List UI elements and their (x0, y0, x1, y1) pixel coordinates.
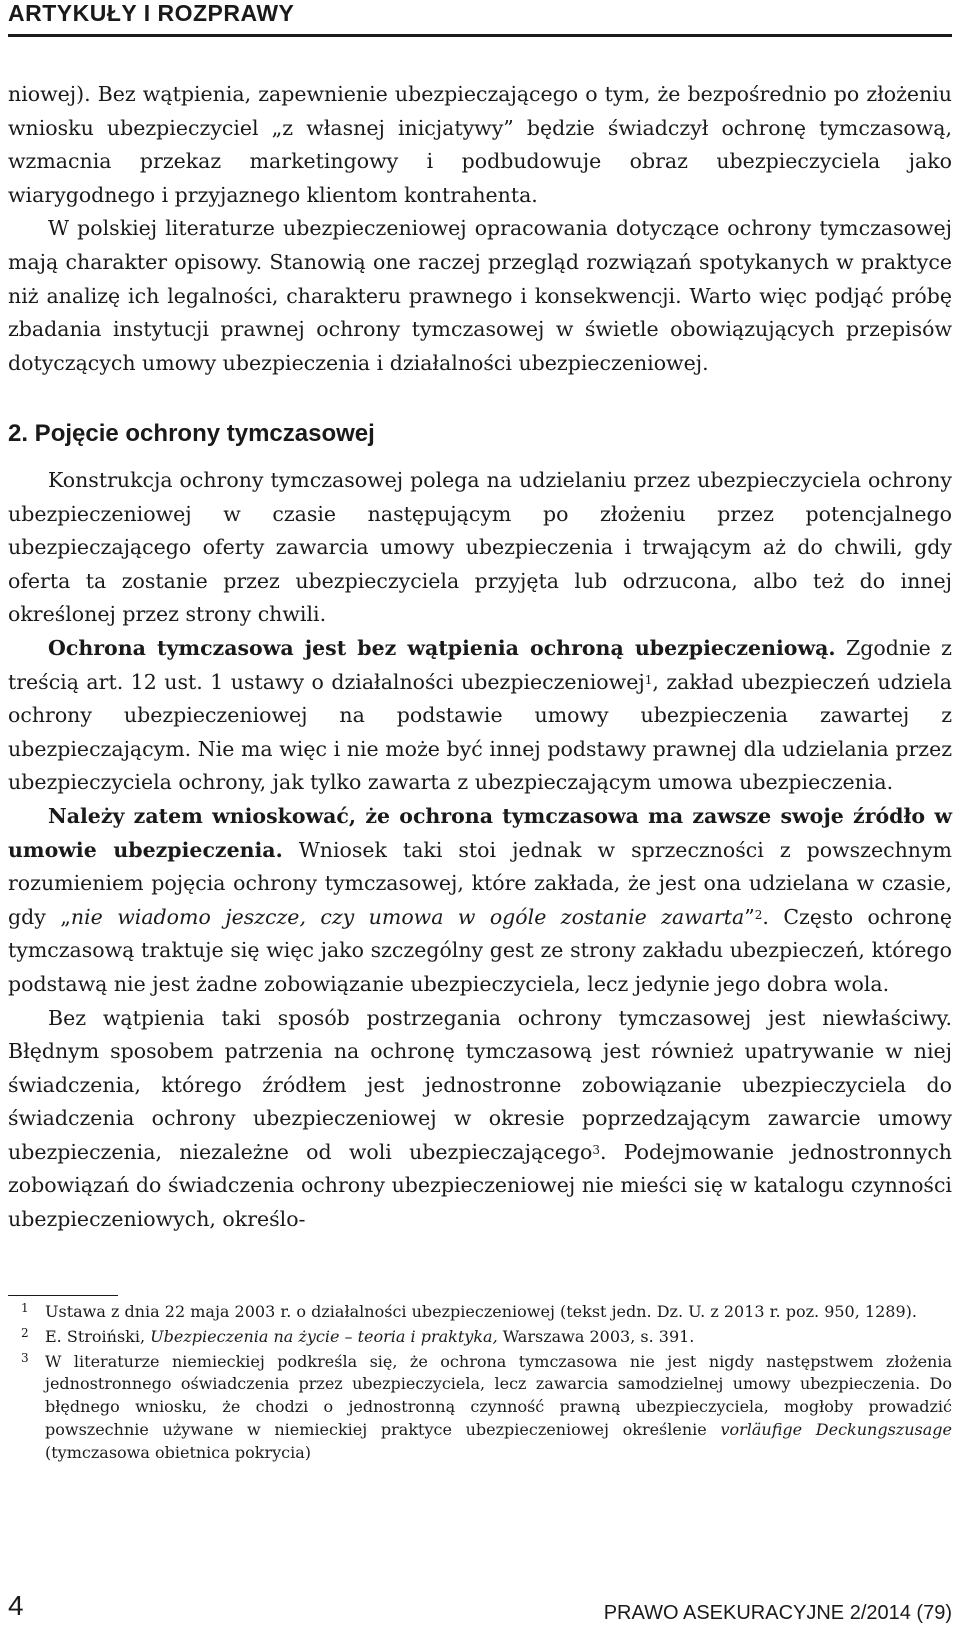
paragraph-4-text-cont: , zakład ubezpieczeń udziela ochrony ubezpieczeniowej na podstawie umowy ubezpieczenia zawartej z ubezpieczającym. Nie ma więc i nie może być innej podstawy prawnej dla udzielania przez ubezpieczyciela ochrony, jak tylko zawarta z ubezpieczającym umowa ubezpieczenia. (8, 669, 953, 795)
header-rule (8, 34, 952, 37)
footnote-2-book-title: Ubezpieczenia na życie – teoria i praktyka, (150, 1326, 498, 1346)
paragraph-3-text: Konstrukcja ochrony tymczasowej polega na udzielaniu przez ubezpieczyciela ochrony ubezpieczeniowej w czasie następującym po złożeniu przez potencjalnego ubezpieczającego oferty zawarcia umowy ubezpieczenia i trwającym aż do chwili, gdy oferta ta zostanie przez ubezpieczyciela przyjęta lub odrzucona, albo też do innej określonej przez strony chwili. (8, 468, 952, 627)
paragraph-5-text: Wniosek taki stoi jednak w sprzeczności z powszechnym rozumieniem pojęcia ochrony tymczasowej, które zakłada, że jest ona udzielana w czasie, gdy „ (8, 837, 952, 929)
paragraph-4 (8, 632, 952, 800)
footnote-2-publication: Warszawa 2003, s. 391. (497, 1326, 695, 1346)
footnote-3 (8, 1351, 952, 1465)
paragraph-6-text: Bez wątpienia taki sposób postrzegania ochrony tymczasowej jest niewłaściwy. Błędnym sposobem patrzenia na ochronę tymczasową jest również upatrywanie w niej świadczenia, którego źródłem jest jednostronne zobowiązanie ubezpieczyciela do świadczenia ochrony ubezpieczeniowej w okresie poprzedzającym zawarcie umowy ubezpieczenia, niezależne od woli ubezpieczającego (8, 1005, 952, 1164)
footnote-3-term: vorläufige Deckungszusage (720, 1419, 952, 1439)
paragraph-2 (8, 212, 952, 380)
paragraph-5 (8, 800, 952, 1002)
paragraph-6-text-cont: . Podejmowanie jednostronnych zobowiązań do świadczenia ochrony ubezpieczeniowej nie mieści się w katalogu czynności ubezpieczeniowych, określo- (8, 1139, 952, 1232)
section-title: ARTYKUŁY I ROZPRAWY (8, 0, 295, 26)
paragraph-2-text: W polskiej literaturze ubezpieczeniowej opracowania dotyczące ochrony tymczasowej mają charakter opisowy. Stanowią one raczej przegląd rozwiązań spotykanych w praktyce niż analizę ich legalności, charakteru prawnego i konsekwencji. Warto więc podjąć próbę zbadania instytucji prawnej ochrony tymczasowej w świetle obowiązujących przepisów dotyczących umowy ubezpieczenia i działalności ubezpieczeniowej. (8, 216, 952, 375)
page-number: 4 (8, 1590, 24, 1621)
paragraph-5-bold: Należy zatem wnioskować, że ochrona tymczasowa ma zawsze swoje źródło w umowie ubezpieczenia. (8, 803, 952, 862)
paragraph-5-text-cont: . Często ochronę tymczasową traktuje się więc jako szczególny gest ze strony zakładu ubezpieczeń, którego podstawą nie jest żadne zobowiązanie ubezpieczyciela, lecz jedynie jego dobra wola. (8, 904, 952, 996)
footnote-1 (8, 1301, 952, 1324)
paragraph-1-text: niowej). Bez wątpienia, zapewnienie ubezpieczającego o tym, że bezpośrednio po złożeniu wniosku ubezpieczyciel „z własnej inicjatywy” będzie świadczył ochronę tymczasową, wzmacnia przekaz marketingowy i podbudowuje obraz ubezpieczyciela jako wiarygodnego i przyjaznego klientom kontrahenta. (8, 82, 952, 207)
footnotes (8, 1301, 952, 1467)
paragraph-4-text: Zgodnie z treścią art. 12 ust. 1 ustawy o działalności ubezpieczeniowej (8, 635, 952, 694)
footnote-ref-1[interactable]: 1 (644, 672, 653, 687)
footnote-3-text-cont: (tymczasowa obietnica pokrycia) (45, 1442, 311, 1462)
page-header (8, 0, 952, 40)
paragraph-5-quote-close: ” (744, 904, 755, 929)
paragraph-3 (8, 464, 952, 632)
footnote-2-author: E. Stroiński, (45, 1326, 151, 1346)
journal-name: PRAWO ASEKURACYJNE 2/2014 (79) (603, 1602, 952, 1624)
body-text-top (8, 78, 952, 380)
section-heading: 2. Pojęcie ochrony tymczasowej (8, 420, 375, 447)
footnote-ref-2[interactable]: 2 (754, 907, 763, 922)
footnote-3-text: W literaturze niemieckiej podkreśla się, że ochrona tymczasowa nie jest nigdy następstwem złożenia jednostronnego oświadczenia przez ubezpieczyciela, lecz zawarcia samodzielnej umowy ubezpieczenia. Do błędnego wniosku, że chodzi o jednostronną czynność prawną ubezpieczyciela, mogłoby prowadzić powszechnie używane w niemieckiej praktyce ubezpieczeniowej określenie (45, 1351, 952, 1439)
footnote-separator (8, 1295, 118, 1296)
paragraph-6 (8, 1002, 952, 1237)
paragraph-5-quote: nie wiadomo jeszcze, czy umowa w ogóle zostanie zawarta (70, 904, 745, 929)
footnote-1-number: 1 (21, 1301, 29, 1315)
footnote-ref-3[interactable]: 3 (592, 1142, 600, 1157)
body-text-main (8, 464, 952, 1237)
paragraph-1 (8, 78, 952, 212)
footnote-3-number: 3 (21, 1350, 29, 1365)
footnote-1-text: Ustawa z dnia 22 maja 2003 r. o działalności ubezpieczeniowej (tekst jedn. Dz. U. z 2013 r. poz. 950, 1289). (45, 1302, 917, 1321)
footnote-2-number: 2 (21, 1325, 29, 1340)
footnote-2 (8, 1326, 952, 1349)
paragraph-4-bold: Ochrona tymczasowa jest bez wątpienia ochroną ubezpieczeniową. (48, 635, 836, 660)
